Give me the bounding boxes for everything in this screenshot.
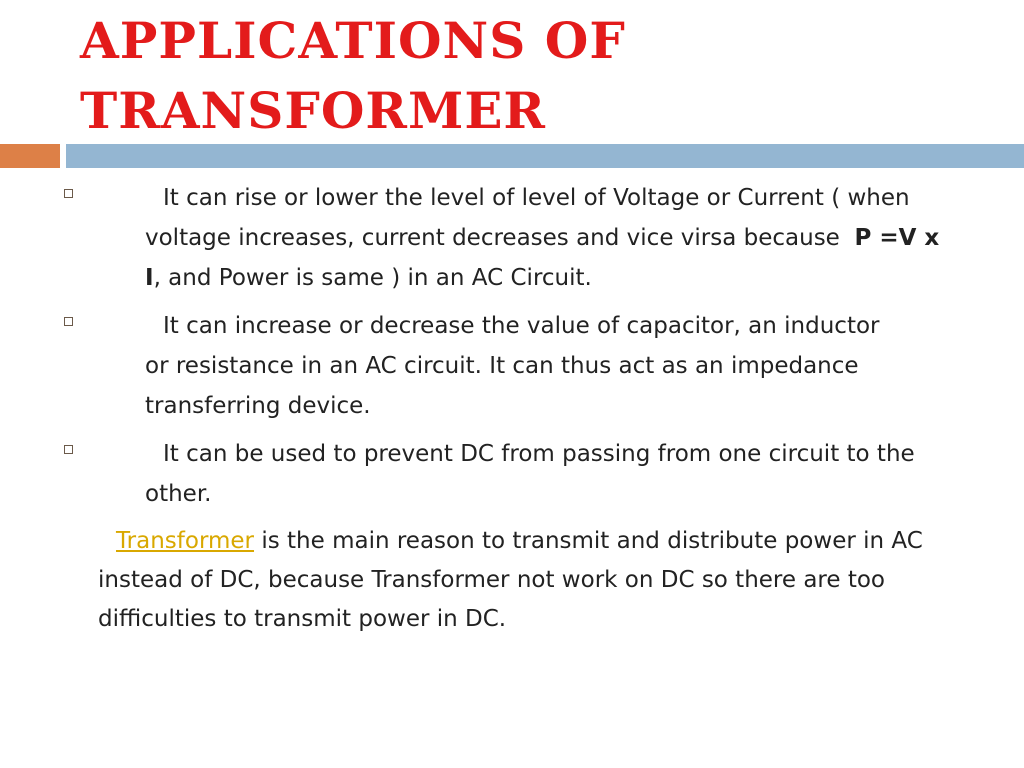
power-formula: P =V x I	[145, 225, 940, 291]
bullet-text	[145, 178, 945, 298]
closing-paragraph	[98, 522, 978, 639]
hollow-square-bullet-icon	[64, 317, 73, 326]
closing-text: is the main reason to transmit and distribute power in AC instead of DC, because Transformer not work on DC so there are too difficulties to transmit power in DC.	[98, 528, 923, 632]
bullet-text-content: It can increase or decrease the value of capacitor, an inductor or resistance in an AC circuit. It can thus act as an impedance transferring device.	[145, 313, 880, 419]
hollow-square-bullet-icon	[64, 189, 73, 198]
accent-bar-blue	[66, 144, 1024, 168]
slide-title: APPLICATIONS OF TRANSFORMER	[80, 11, 626, 140]
bullet-text-after: , and Power is same ) in an AC Circuit.	[153, 265, 592, 291]
accent-bar-orange	[0, 144, 60, 168]
bullet-text-before: It can rise or lower the level of level of Voltage or Current ( when voltage increases, current decreases and vice virsa because	[145, 185, 910, 251]
bullet-text	[145, 434, 935, 514]
transformer-link[interactable]: Transformer	[116, 528, 255, 554]
bullet-text-content: It can be used to prevent DC from passing from one circuit to the other.	[145, 441, 915, 507]
hollow-square-bullet-icon	[64, 445, 73, 454]
bullet-text	[145, 306, 905, 426]
